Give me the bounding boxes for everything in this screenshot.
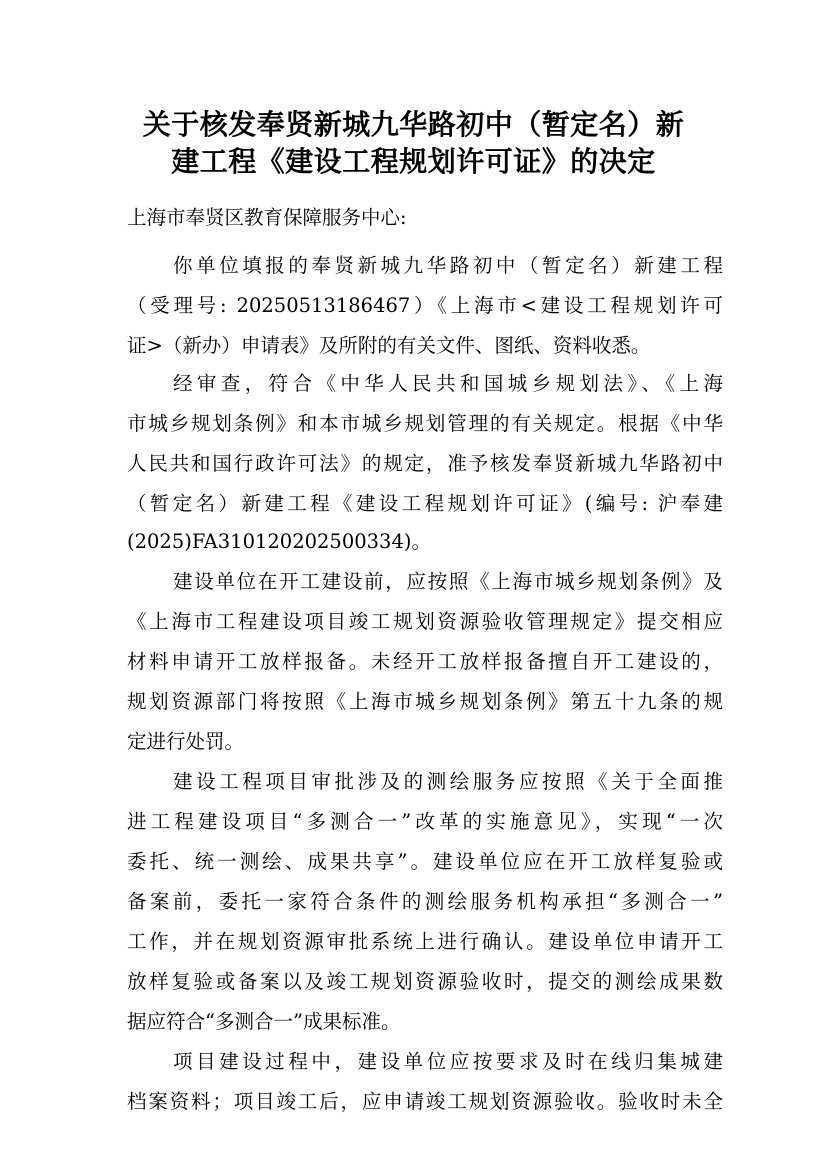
paragraph-line: 材料申请开工放样报备。未经开工放样报备擅自开工建设的， [127,650,723,673]
paragraph-line: 工作，并在规划资源审批系统上进行确认。建设单位申请开工 [127,930,723,953]
title-line-2: 建工程《建设工程规划许可证》的决定 [171,145,656,178]
paragraph-line: 《上海市工程建设项目竣工规划资源验收管理规定》提交相应 [127,610,723,633]
document-title [108,106,719,180]
paragraph-line: 进工程建设项目“多测合一”改革的实施意见》，实现“一次 [127,810,723,833]
paragraph-line: （受理号: 20250513186467）《上海市<建设工程规划许可 [127,294,723,317]
paragraph-line: 备案前，委托一家符合条件的测绘服务机构承担“多测合一” [127,890,723,913]
paragraph-line: 定进行处罚。 [127,730,245,753]
paragraph-line: 建设工程项目审批涉及的测绘服务应按照《关于全面推 [173,770,723,793]
paragraph-line: 据应符合“多测合一”成果标准。 [127,1010,401,1033]
paragraph-line: 委托、统一测绘、成果共享”。建设单位应在开工放样复验或 [127,850,723,873]
paragraph-line: 放样复验或备案以及竣工规划资源验收时，提交的测绘成果数 [127,970,723,993]
paragraph-line: 人民共和国行政许可法》的规定，准予核发奉贤新城九华路初中 [127,452,723,475]
paragraph-line: 规划资源部门将按照《上海市城乡规划条例》第五十九条的规 [127,690,723,713]
addressee: 上海市奉贤区教育保障服务中心: [127,206,407,229]
paragraph-line: 建设单位在开工建设前，应按照《上海市城乡规划条例》及 [173,570,723,593]
paragraph-line: (2025)FA310120202500334)。 [127,530,431,553]
paragraph-line: 市城乡规划条例》和本市城乡规划管理的有关规定。根据《中华 [127,412,723,435]
paragraph-line: 你单位填报的奉贤新城九华路初中（暂定名）新建工程 [173,254,723,277]
paragraph-line: 经审查，符合《中华人民共和国城乡规划法》、《上海 [173,372,723,395]
title-line-1: 关于核发奉贤新城九华路初中（暂定名）新 [142,108,685,141]
paragraph-line: 证>（新办）申请表》及所附的有关文件、图纸、资料收悉。 [127,334,651,357]
paragraph-line: 档案资料；项目竣工后，应申请竣工规划资源验收。验收时未全 [127,1090,723,1113]
paragraph-line: （暂定名）新建工程《建设工程规划许可证》(编号: 沪奉建 [127,492,723,515]
paragraph-line: 项目建设过程中，建设单位应按要求及时在线归集城建 [173,1050,723,1073]
